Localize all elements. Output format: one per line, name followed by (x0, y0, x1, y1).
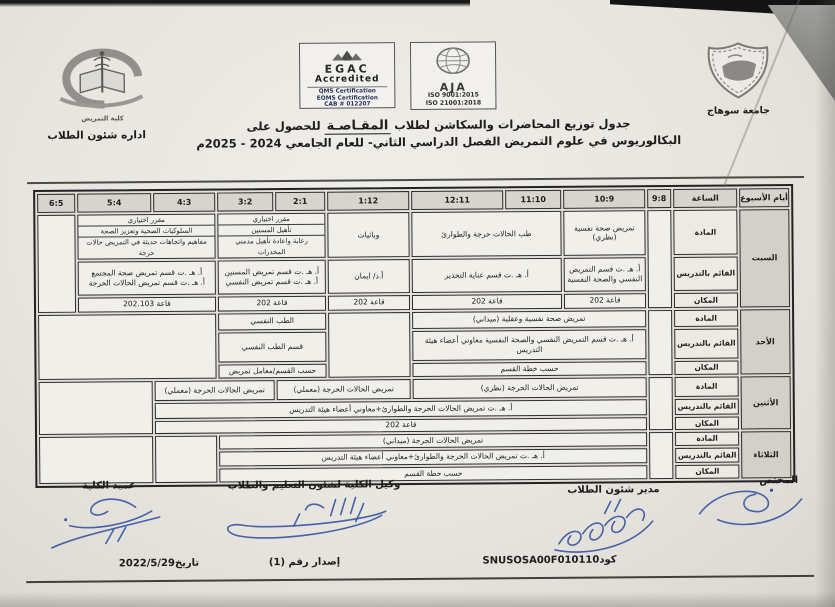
row-label-cell: القائم بالتدريس (675, 447, 739, 463)
schedule-cell (412, 294, 562, 310)
cell-line: أ. هـ .ت قسم تمريض النفسي (225, 276, 319, 287)
time-slot-header: 12:11 (411, 190, 503, 210)
schedule-cell (155, 399, 647, 419)
cell-line: قسم الطب النفسي (241, 341, 304, 352)
cell-line: تمريض الحالات الحرجة (معملي) (293, 384, 394, 394)
cell-line: أ. هـ .ت تمريض الحالات الحرجة والطوارئ+معاوني أعضاء هيئة التدريس (321, 451, 545, 463)
row-label-cell: المكان (674, 360, 738, 375)
schedule-cell (413, 377, 647, 399)
cell-line: رعاية واعادة تأهيل مدمني المخدرات (235, 237, 308, 256)
university-name-label: جامعة سوهاج (706, 105, 771, 117)
code-label: كود (599, 554, 617, 566)
schedule-cell (155, 380, 275, 401)
schedule-cell (155, 417, 647, 434)
cell-line: أ. هـ .ت قسم عناية التخدير (444, 270, 529, 280)
cell-line: حسب القسم/معامل تمريض (228, 365, 317, 376)
cell-line: حسب خطة القسم (404, 468, 463, 479)
egac-accreditation-badge (299, 42, 396, 109)
schedule-cell (563, 210, 645, 255)
cell-line: طب الحالات حرجة والطوارئ (441, 228, 532, 239)
schedule-cell (412, 258, 562, 293)
schedule-cell (77, 214, 215, 260)
dean-signature-label: عميد الكلية (81, 480, 137, 492)
date-value: 2022/5/29 (118, 557, 175, 570)
title-line-2: البكالوريوس في علوم التمريض الفصل الدراسي الثاني- للعام الجامعي 2024 - 2025م (196, 132, 682, 151)
cell-line: قاعة 202 (589, 295, 621, 306)
day-cell: الثلاثاء (741, 431, 791, 478)
schedule-cell (327, 212, 409, 257)
time-slot-header: 10:9 (563, 189, 645, 209)
time-slot-header: 1:12 (327, 191, 409, 211)
schedule-cell (37, 215, 76, 313)
schedule-cell (39, 381, 153, 435)
iso-line: ISO 21001:2018 (425, 98, 482, 107)
schedule-cell (218, 331, 326, 362)
specialist-signature-label: المختص (759, 475, 799, 487)
time-slot-header: 6:5 (37, 194, 75, 213)
cell-line: مفاهيم واتجاهات حديثة في التمريض حالات حرجة (86, 238, 207, 257)
hour-header: الساعة (673, 188, 737, 208)
faculty-name-label: كلية التمريض (81, 114, 124, 123)
schedule-cell (649, 377, 673, 430)
egac-cert-line: QMS Certification (318, 88, 376, 95)
cell-line: تمريض الحالات الحرجة (نظري) (480, 382, 579, 393)
cell-line: قاعة 202 (385, 420, 417, 430)
row-label-cell: المكان (675, 416, 739, 430)
schedule-cell (411, 211, 561, 257)
globe-icon (431, 45, 475, 79)
row-label-cell: القائم بالتدريس (674, 256, 738, 291)
cell-line: مقرر اختياري (78, 215, 214, 227)
schedule-cell (328, 259, 410, 294)
title-pre: جدول توزيع المحاضرات والسكاشن لطلاب (390, 116, 631, 133)
schedule-cell (647, 210, 672, 308)
schedule-cell (39, 436, 153, 484)
egac-cert-line: EOMS Certification (316, 94, 378, 102)
specialist-signature-ink (693, 483, 815, 540)
cell-line: تمريض صحة نفسية (574, 223, 635, 233)
schedule-cell (78, 260, 216, 295)
right-edge-shadow (815, 0, 835, 607)
footer-separator-line (26, 575, 814, 583)
schedule-cell (564, 293, 646, 309)
schedule-cell (219, 432, 647, 449)
aja-iso-badge (410, 41, 497, 110)
cell-line: أ. هـ .ت قسم تمريض المسنين (224, 266, 320, 277)
cell-line: حسب خطة القسم (500, 363, 559, 374)
date-label: تاريخ (174, 557, 200, 569)
row-label-cell: المادة (673, 209, 737, 254)
cell-line: تمريض الحالات الحرجة (ميداني) (382, 435, 484, 446)
week-days-header: أيام الأسبوع (739, 188, 789, 207)
time-slot-header: 3:2 (217, 192, 273, 211)
cell-line: أ. هـ .ت قسم تمريض الحالات الحرجة (88, 277, 206, 288)
schedule-cell (328, 312, 411, 378)
time-slot-header: 11:10 (505, 190, 561, 209)
student-affairs-director-label: مدير شئون الطلاب (567, 484, 660, 496)
schedule-cell (218, 312, 326, 330)
header-separator-line (27, 176, 804, 184)
vice-dean-signature-ink (203, 491, 393, 542)
egac-cert-line: CAB # 012207 (324, 101, 371, 108)
cell-line: أ. هـ .ت قسم تمريض صحة المجتمع (91, 267, 203, 278)
schedule-cell (412, 361, 646, 377)
schedule-cell (648, 310, 673, 375)
cell-line: (نظري) (592, 232, 617, 242)
cell-line: تأهيل المسنين (218, 225, 324, 237)
pyramids-icon (332, 49, 362, 60)
day-cell: السبت (739, 209, 789, 307)
schedule-cell (218, 363, 326, 378)
student-affairs-office-label: اداره شئون الطلاب (47, 129, 147, 142)
cell-line: تمريض الحالات الحرجة (معملي) (164, 385, 265, 395)
cell-line: قاعة 202 (353, 297, 385, 307)
cell-line: النفسي والصحة النفسية (567, 273, 643, 284)
cell-line: وبائيات (357, 229, 380, 240)
schedule-cell (155, 435, 217, 482)
vice-dean-signature-label: وكيل الكلية لشئون التعليم والطلاب (227, 479, 401, 492)
cell-line: مقرر اختياري (218, 214, 324, 226)
cell-line: السلوكيات الصحية وتعزيز الصحة (78, 226, 214, 238)
time-slot-header: 9:8 (647, 189, 671, 208)
schedule-cell (78, 296, 216, 312)
title-emphasis: المقـاصـة (325, 118, 391, 135)
bottom-edge-shadow (0, 592, 835, 607)
cell-line: أ. هـ .ت قسم التمريض (569, 264, 641, 274)
row-label-cell: القائم بالتدريس (674, 328, 738, 359)
issue-date (94, 558, 224, 570)
schedule-cell (564, 257, 646, 292)
row-label-cell: المكان (674, 292, 738, 308)
faculty-of-nursing-logo (50, 46, 155, 123)
schedule-table (33, 184, 795, 488)
cell-line: أ.د/ ايمان (354, 271, 384, 281)
schedule-cell (38, 313, 217, 379)
cell-line: الطب النفسي (250, 316, 294, 326)
schedule-cell (218, 259, 326, 294)
row-label-cell: المكان (675, 464, 739, 479)
schedule-cell (218, 295, 326, 311)
schedule-cell (217, 213, 325, 259)
row-label-cell: المادة (674, 309, 738, 327)
iso-line: ISO 9001:2015 (427, 91, 479, 99)
schedule-cell (649, 432, 673, 479)
document-code (452, 554, 647, 567)
time-slot-header: 5:4 (77, 193, 151, 213)
director-signature-ink (547, 493, 662, 554)
schedule-table-wrapper (33, 184, 795, 488)
day-cell: الأثنين (741, 376, 791, 429)
row-label-cell: القائم بالتدريس (675, 398, 739, 415)
title-post: للحصول على (246, 118, 325, 134)
egac-accredited-label: Accredited (314, 74, 380, 85)
schedule-cell (328, 295, 410, 311)
day-cell: الأحد (740, 309, 790, 374)
time-slot-header: 2:1 (275, 192, 325, 211)
cell-line: أ. هـ .ت قسم التمريض النفسي والصحة النفسية معاوني أعضاء هيئة التدريس (424, 334, 634, 354)
cell-line: أ. هـ .ت تمريض الحالات الحرجة والطوارئ+معاوني أعضاء هيئة التدريس (289, 403, 513, 414)
photo-top-edge (0, 0, 470, 7)
cell-line: قاعة 202 (471, 296, 503, 307)
aja-name: AJA (439, 80, 467, 94)
egac-name: EGAC (324, 62, 370, 76)
cell-line: تمريض صحة نفسية وعقلية (ميداني) (472, 314, 586, 325)
schedule-cell (412, 310, 646, 329)
schedule-cell (277, 379, 411, 400)
row-label-cell: المادة (675, 431, 739, 446)
time-slot-header: 4:3 (153, 193, 215, 212)
issue-number: إصدار رقم (1) (268, 556, 341, 569)
schedule-cell (412, 329, 646, 361)
cell-line: قاعة 202 (256, 298, 288, 308)
cell-line: قاعة 202.103 (123, 299, 171, 309)
crescent-caduceus-icon (50, 46, 155, 117)
dean-signature-ink (35, 489, 175, 552)
code-value: SNUSOSA00F010110 (482, 554, 600, 567)
row-label-cell: المادة (675, 376, 739, 397)
schedule-cell (219, 448, 647, 466)
document-title (194, 115, 684, 153)
